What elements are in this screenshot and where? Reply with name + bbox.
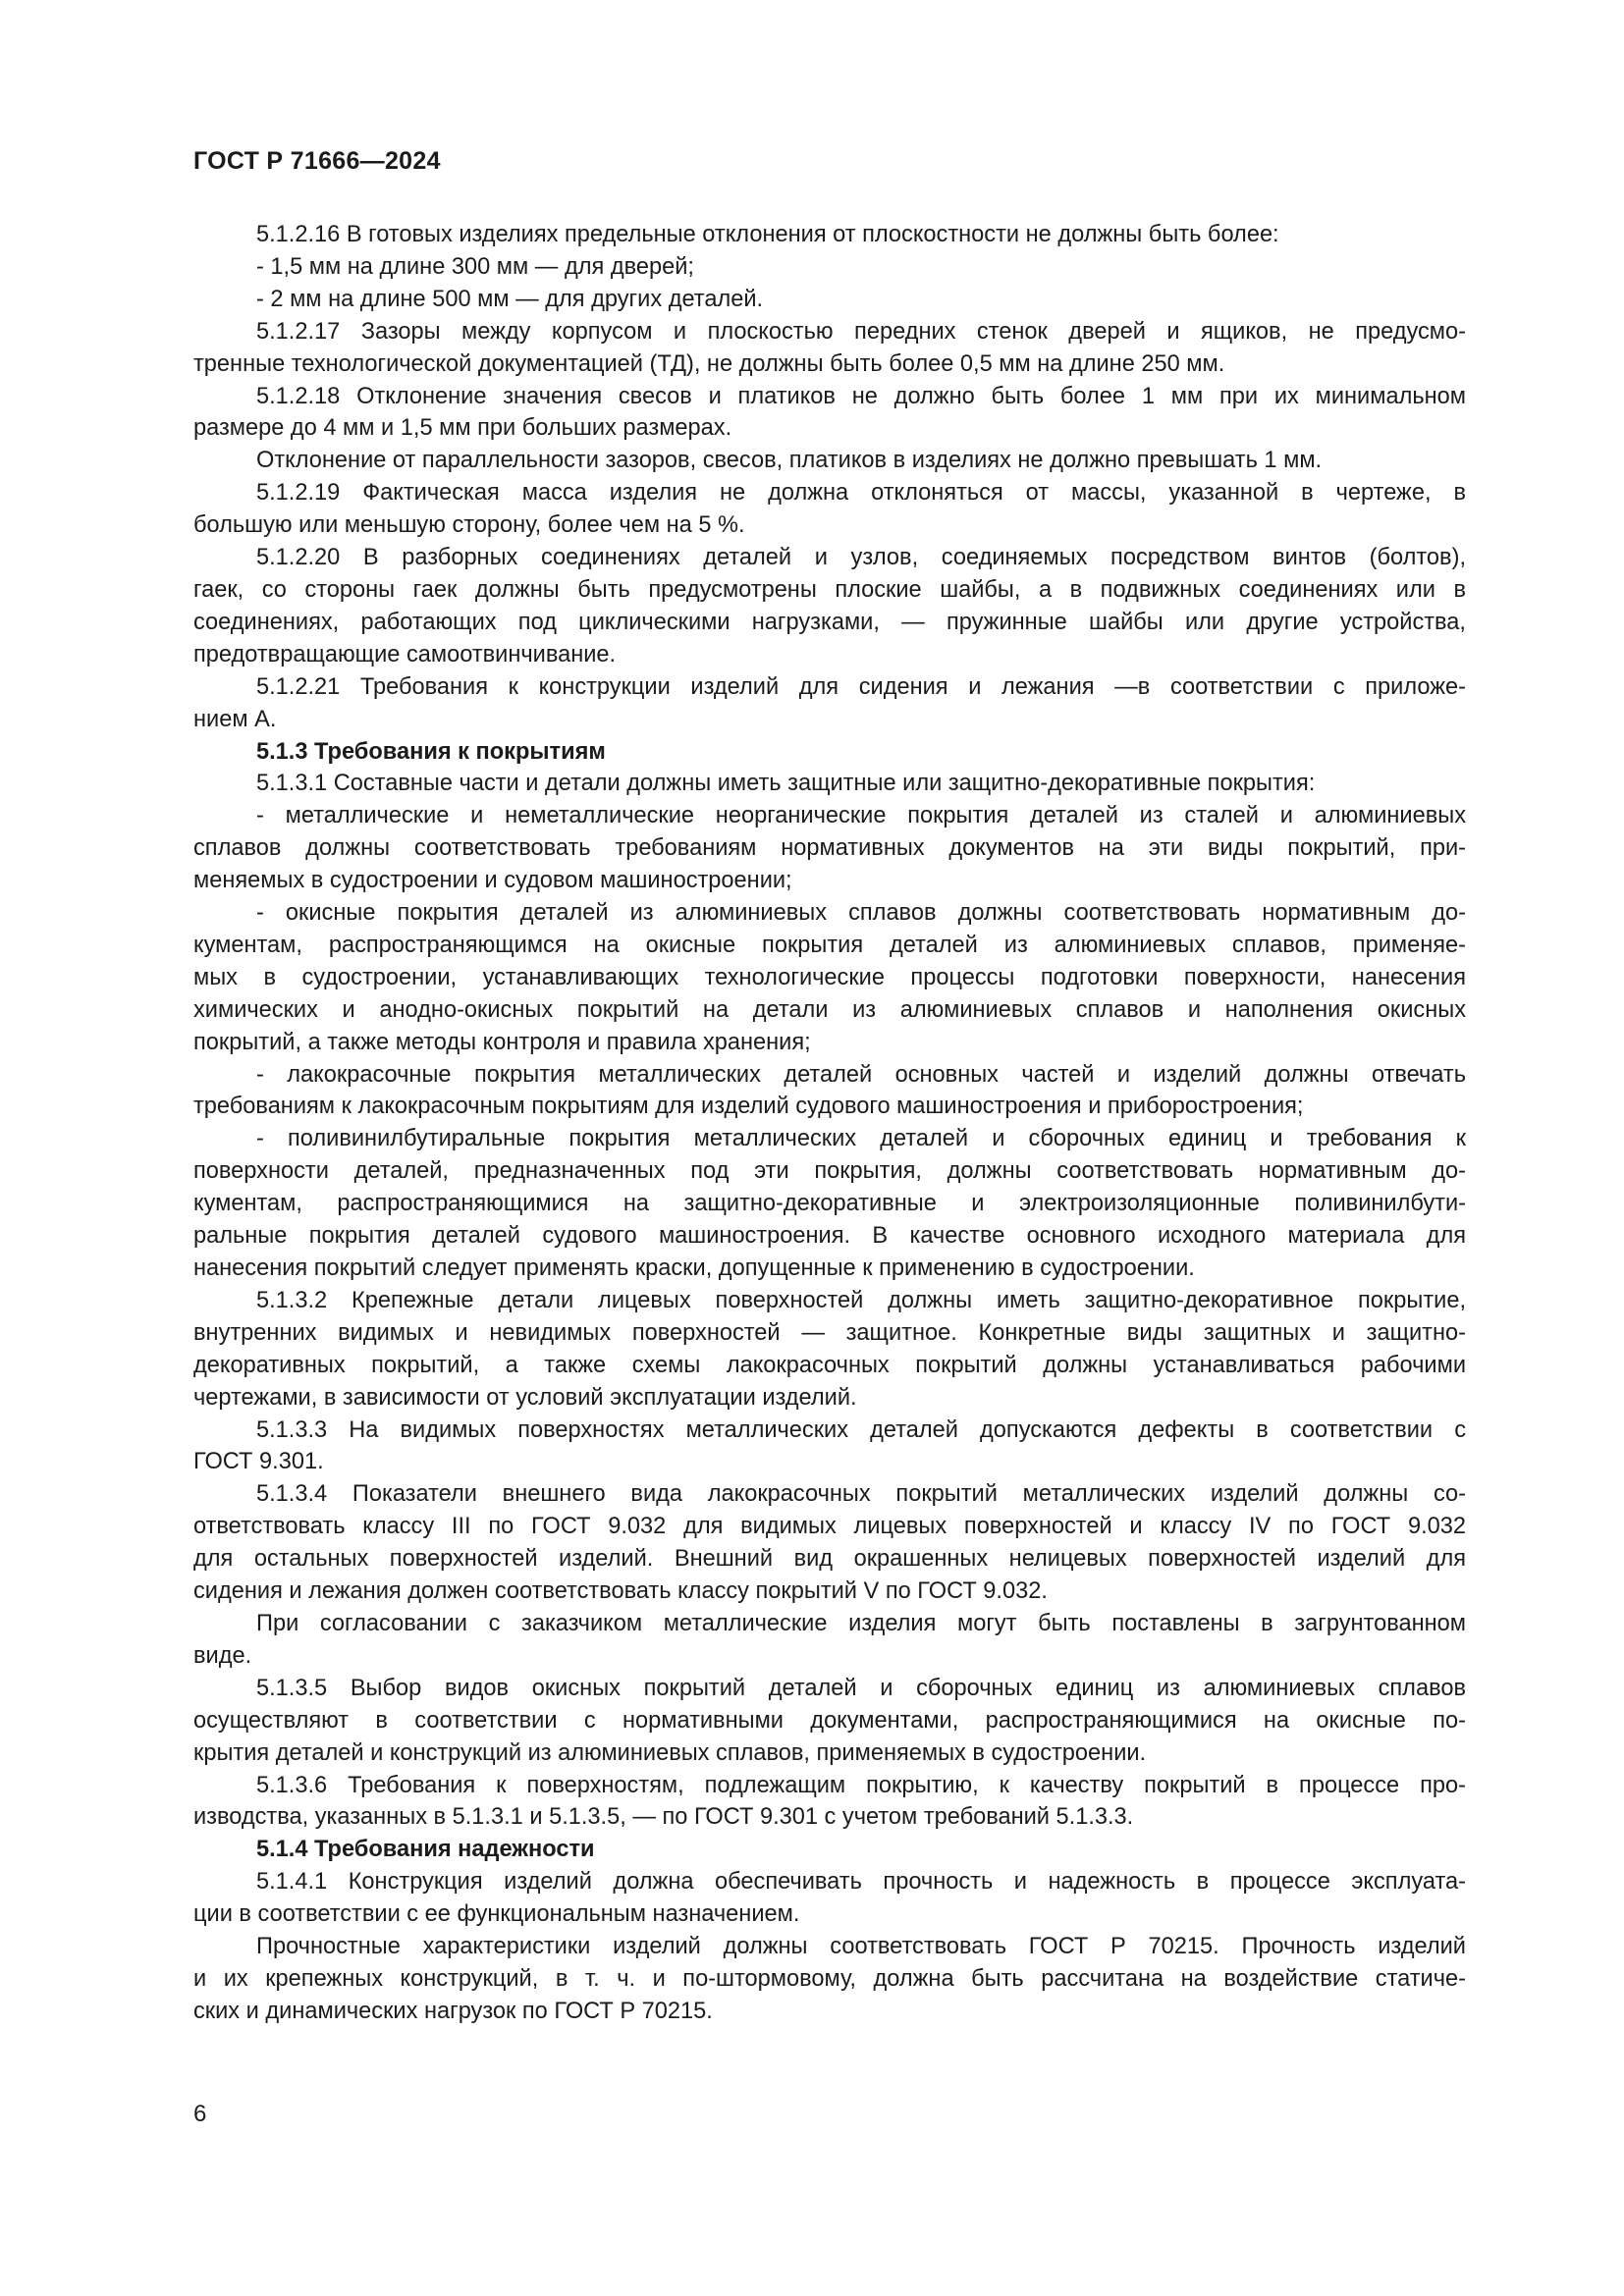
text-line: кументам, распространяющимися на защитно-декоративные и электроизоляционные поливинилбути-: [193, 1191, 1466, 1217]
text-line: - окисные покрытия деталей из алюминиевых сплавов должны соответствовать нормативным до-: [256, 900, 1466, 927]
paragraph-5-1-3-1: [193, 768, 1466, 800]
text-line: При согласовании с заказчиком металлические изделия могут быть поставлены в загрунтованном: [256, 1610, 1466, 1636]
text-line: ции в соответствии с ее функциональным назначением.: [193, 1901, 800, 1928]
text-line: соединениях, работающих под циклическими нагрузками, — пружинные шайбы или другие устройства,: [193, 609, 1466, 635]
paragraph-5-1-2-16: [193, 219, 1466, 251]
text-line: мых в судостроении, устанавливающих технологические процессы подготовки поверхности, нанесения: [193, 964, 1466, 990]
list-item: [193, 800, 1466, 897]
text-line: меняемых в судостроении и судовом машиностроении;: [193, 868, 792, 894]
paragraph-5-1-3-4: [193, 1478, 1466, 1608]
text-line: для остальных поверхностей изделий. Внешний вид окрашенных нелицевых поверхностей изделий для: [193, 1546, 1466, 1573]
paragraph-5-1-2-18: [193, 381, 1466, 446]
text-line: размере до 4 мм и 1,5 мм при больших размерах.: [193, 415, 732, 442]
text-line: сидения и лежания должен соответствовать классу покрытий V по ГОСТ 9.032.: [193, 1578, 1048, 1605]
text-line: - лакокрасочные покрытия металлических деталей основных частей и изделий должны отвечать: [256, 1061, 1466, 1088]
list-item: [193, 1059, 1466, 1124]
text-line: Отклонение от параллельности зазоров, свесов, платиков в изделиях не должно превышать 1 мм.: [256, 448, 1323, 474]
paragraph-5-1-2-20: [193, 542, 1466, 671]
text-line: 5.1.3.6 Требования к поверхностям, подлежащим покрытию, к качеству покрытий в процессе про-: [256, 1772, 1466, 1798]
heading-text: 5.1.3 Требования к покрытиям: [256, 738, 606, 765]
list-item: [193, 897, 1466, 1059]
paragraph-5-1-4-1: [193, 1866, 1466, 1931]
text-line: крытия деталей и конструкций из алюминиевых сплавов, применяемых в судостроении.: [193, 1739, 1147, 1766]
text-line: ских и динамических нагрузок по ГОСТ Р 70215.: [193, 1998, 713, 2024]
paragraph-5-1-3-3: [193, 1415, 1466, 1479]
text-line: нанесения покрытий следует применять краски, допущенные к применению в судостроении.: [193, 1255, 1195, 1281]
paragraph-parallelism: [193, 445, 1466, 477]
text-line: - поливинилбутиральные покрытия металлических деталей и сборочных единиц и требования к: [256, 1126, 1466, 1152]
paragraph-5-1-2-17: [193, 316, 1466, 381]
text-line: 5.1.3.4 Показатели внешнего вида лакокрасочных покрытий металлических изделий должны со-: [256, 1481, 1466, 1508]
text-line: 5.1.2.20 В разборных соединениях деталей и узлов, соединяемых посредством винтов (болтов),: [256, 545, 1466, 571]
paragraph-5-1-2-21: [193, 671, 1466, 736]
text-line: изводства, указанных в 5.1.3.1 и 5.1.3.5, — по ГОСТ 9.301 с учетом требований 5.1.3.3.: [193, 1804, 1134, 1831]
document-body: [193, 219, 1466, 2028]
text-line: 5.1.2.16 В готовых изделиях предельные отклонения от плоскостности не должны быть более:: [256, 222, 1279, 247]
text-line: нием А.: [193, 706, 277, 732]
text-line: 5.1.4.1 Конструкция изделий должна обеспечивать прочность и надежность в процессе эксплуата-: [256, 1869, 1466, 1896]
text-line: ГОСТ 9.301.: [193, 1449, 324, 1475]
text-line: большую или меньшую сторону, более чем на 5 %.: [193, 512, 745, 539]
paragraph-5-1-3-2: [193, 1285, 1466, 1415]
list-item: [193, 284, 1466, 316]
text-line: ральные покрытия деталей судового машиностроения. В качестве основного исходного материала для: [193, 1223, 1466, 1250]
text-line: осуществляют в соответствии с нормативными документами, распространяющимися на окисные по-: [193, 1707, 1466, 1734]
text-line: кументам, распространяющимся на окисные покрытия деталей из алюминиевых сплавов, применяе-: [193, 932, 1466, 958]
document-header: ГОСТ Р 71666—2024: [193, 147, 441, 175]
list-item: [193, 251, 1466, 284]
text-line: химических и анодно-окисных покрытий на детали из алюминиевых сплавов и наполнения окисных: [193, 996, 1466, 1023]
text-line: покрытий, а также методы контроля и правила хранения;: [193, 1029, 811, 1055]
text-line: 5.1.2.18 Отклонение значения свесов и платиков не должно быть более 1 мм при их минимальном: [256, 383, 1466, 409]
text-line: - 1,5 мм на длине 300 мм — для дверей;: [256, 253, 694, 280]
text-line: внутренних видимых и невидимых поверхностей — защитное. Конкретные виды защитных и защитно-: [193, 1319, 1466, 1346]
text-line: декоративных покрытий, а также схемы лакокрасочных покрытий должны устанавливаться рабочими: [193, 1352, 1466, 1378]
text-line: 5.1.3.1 Составные части и детали должны иметь защитные или защитно-декоративные покрытия:: [256, 771, 1316, 797]
text-line: - металлические и неметаллические неорганические покрытия деталей из сталей и алюминиевых: [256, 803, 1466, 829]
paragraph-primed-delivery: [193, 1608, 1466, 1673]
text-line: поверхности деталей, предназначенных под эти покрытия, должны соответствовать нормативным до-: [193, 1158, 1466, 1185]
text-line: и их крепежных конструкций, в т. ч. и по-штормовому, должна быть рассчитана на воздействие статиче-: [193, 1965, 1466, 1992]
text-line: виде.: [193, 1642, 252, 1669]
text-line: 5.1.3.2 Крепежные детали лицевых поверхностей должны иметь защитно-декоративное покрытие,: [256, 1287, 1466, 1313]
text-line: Прочностные характеристики изделий должны соответствовать ГОСТ Р 70215. Прочность изделий: [256, 1934, 1466, 1960]
text-line: 5.1.3.5 Выбор видов окисных покрытий деталей и сборочных единиц из алюминиевых сплавов: [256, 1675, 1466, 1701]
text-line: тренные технологической документацией (ТД), не должны быть более 0,5 мм на длине 250 мм.: [193, 350, 1225, 377]
text-line: гаек, со стороны гаек должны быть предусмотрены плоские шайбы, а в подвижных соединениях или в: [193, 576, 1466, 603]
text-line: ответствовать классу III по ГОСТ 9.032 для видимых лицевых поверхностей и классу IV по ГОСТ 9.032: [193, 1514, 1466, 1540]
paragraph-strength: [193, 1931, 1466, 2028]
heading-text: 5.1.4 Требования надежности: [256, 1837, 595, 1863]
text-line: сплавов должны соответствовать требованиям нормативных документов на эти виды покрытий, при-: [193, 835, 1466, 862]
paragraph-5-1-3-6: [193, 1770, 1466, 1835]
text-line: 5.1.2.19 Фактическая масса изделия не должна отклоняться от массы, указанной в чертеже, в: [256, 480, 1466, 507]
text-line: 5.1.3.3 На видимых поверхностях металлических деталей допускаются дефекты в соответствии с: [256, 1416, 1466, 1443]
page-number: 6: [193, 2101, 207, 2127]
text-line: 5.1.2.17 Зазоры между корпусом и плоскостью передних стенок дверей и ящиков, не предусмо-: [256, 318, 1466, 345]
text-line: требованиям к лакокрасочным покрытиям для изделий судового машиностроения и приборостроения;: [193, 1094, 1304, 1120]
section-heading-5-1-3: [193, 736, 1466, 769]
text-line: предотвращающие самоотвинчивание.: [193, 641, 617, 667]
section-heading-5-1-4: [193, 1834, 1466, 1866]
list-item: [193, 1123, 1466, 1285]
paragraph-5-1-3-5: [193, 1673, 1466, 1770]
text-line: - 2 мм на длине 500 мм — для других деталей.: [256, 286, 764, 312]
text-line: 5.1.2.21 Требования к конструкции изделий для сидения и лежания —в соответствии с приложе-: [256, 673, 1466, 700]
paragraph-5-1-2-19: [193, 477, 1466, 542]
text-line: чертежами, в зависимости от условий эксплуатации изделий.: [193, 1384, 857, 1411]
